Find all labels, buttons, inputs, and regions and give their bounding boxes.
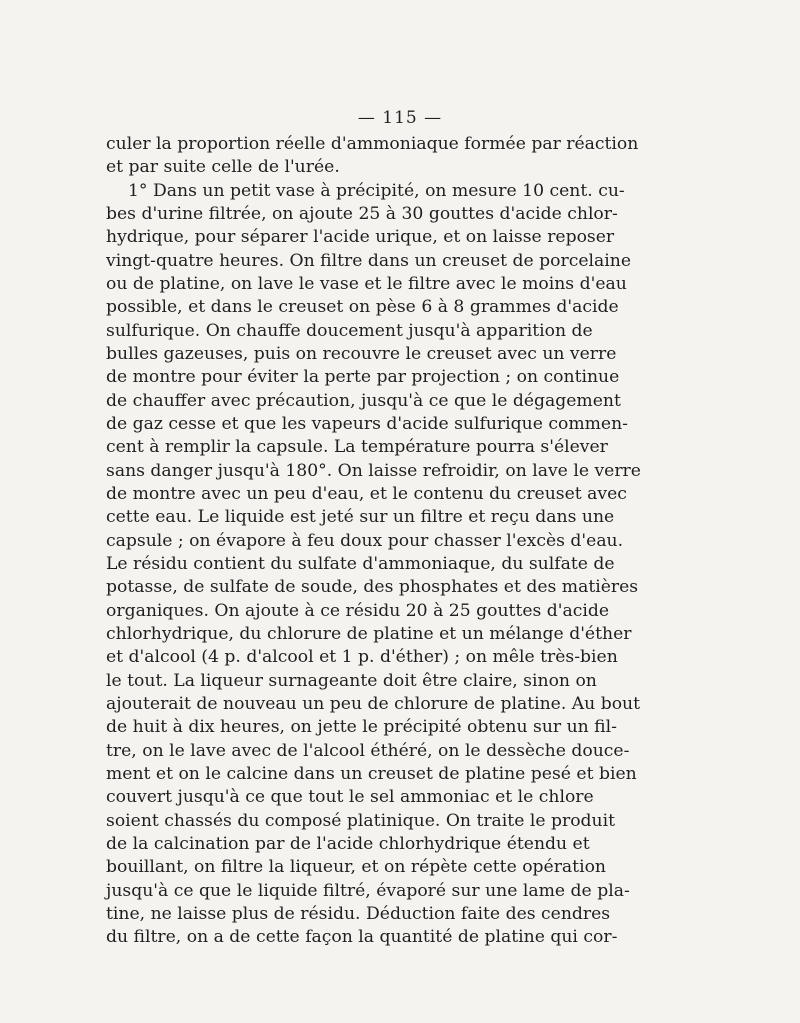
text-line: ajouterait de nouveau un peu de chlorure de platine. Au bout [106, 693, 641, 714]
text-line: couvert jusqu'à ce que tout le sel ammoniac et le chlore [106, 787, 594, 808]
text-line: vingt-quatre heures. On filtre dans un creuset de porcelaine [106, 250, 631, 271]
text-line: de montre avec un peu d'eau, et le contenu du creuset avec [106, 483, 627, 504]
text-line: hydrique, pour séparer l'acide urique, et on laisse reposer [106, 227, 615, 248]
text-line: de la calcination par de l'acide chlorhydrique étendu et [106, 833, 590, 854]
text-line: cette eau. Le liquide est jeté sur un filtre et reçu dans une [106, 507, 615, 528]
text-line: de chauffer avec précaution, jusqu'à ce que le dégagement [106, 390, 621, 411]
text-line: capsule ; on évapore à feu doux pour chasser l'excès d'eau. [106, 530, 624, 551]
text-line: bouillant, on filtre la liqueur, et on répète cette opération [106, 857, 607, 878]
text-line: et d'alcool (4 p. d'alcool et 1 p. d'éther) ; on mêle très-bien [106, 647, 618, 668]
text-line: bes d'urine filtrée, on ajoute 25 à 30 gouttes d'acide chlor- [106, 203, 618, 224]
text-line: et par suite celle de l'urée. [106, 157, 340, 178]
text-line: de huit à dix heures, on jette le précipité obtenu sur un fil- [106, 717, 617, 738]
text-line: ou de platine, on lave le vase et le filtre avec le moins d'eau [106, 273, 627, 294]
text-line: potasse, de sulfate de soude, des phosphates et des matières [106, 577, 639, 598]
text-line: soient chassés du composé platinique. On traite le produit [106, 810, 616, 831]
text-line: Le résidu contient du sulfate d'ammoniaque, du sulfate de [106, 553, 615, 574]
text-line: organiques. On ajoute à ce résidu 20 à 25 gouttes d'acide [106, 600, 610, 621]
page-number: — 115 — [357, 108, 443, 128]
text-line: du filtre, on a de cette façon la quantité de platine qui cor- [106, 927, 618, 948]
text-line: cent à remplir la capsule. La température pourra s'élever [106, 437, 608, 458]
text-line: tine, ne laisse plus de résidu. Déduction faite des cendres [106, 903, 611, 924]
text-line: le tout. La liqueur surnageante doit être claire, sinon on [106, 670, 597, 691]
text-line: 1° Dans un petit vase à précipité, on mesure 10 cent. cu- [128, 180, 625, 201]
text-line: bulles gazeuses, puis on recouvre le creuset avec un verre [106, 343, 617, 364]
text-line: tre, on le lave avec de l'alcool éthéré, on le dessèche douce- [106, 740, 630, 761]
text-line: culer la proportion réelle d'ammoniaque formée par réaction [106, 134, 639, 154]
body-text [106, 133, 641, 949]
text-line: ment et on le calcine dans un creuset de platine pesé et bien [106, 763, 637, 784]
text-line: possible, et dans le creuset on pèse 6 à 8 grammes d'acide [106, 297, 619, 318]
text-line: de montre pour éviter la perte par projection ; on continue [106, 367, 620, 388]
text-line: de gaz cesse et que les vapeurs d'acide sulfurique commen- [106, 413, 628, 434]
text-line: jusqu'à ce que le liquide filtré, évaporé sur une lame de pla- [106, 880, 630, 901]
text-line: chlorhydrique, du chlorure de platine et un mélange d'éther [106, 623, 632, 644]
text-line: sulfurique. On chauffe doucement jusqu'à apparition de [106, 320, 593, 341]
text-line: sans danger jusqu'à 180°. On laisse refroidir, on lave le verre [106, 460, 641, 481]
